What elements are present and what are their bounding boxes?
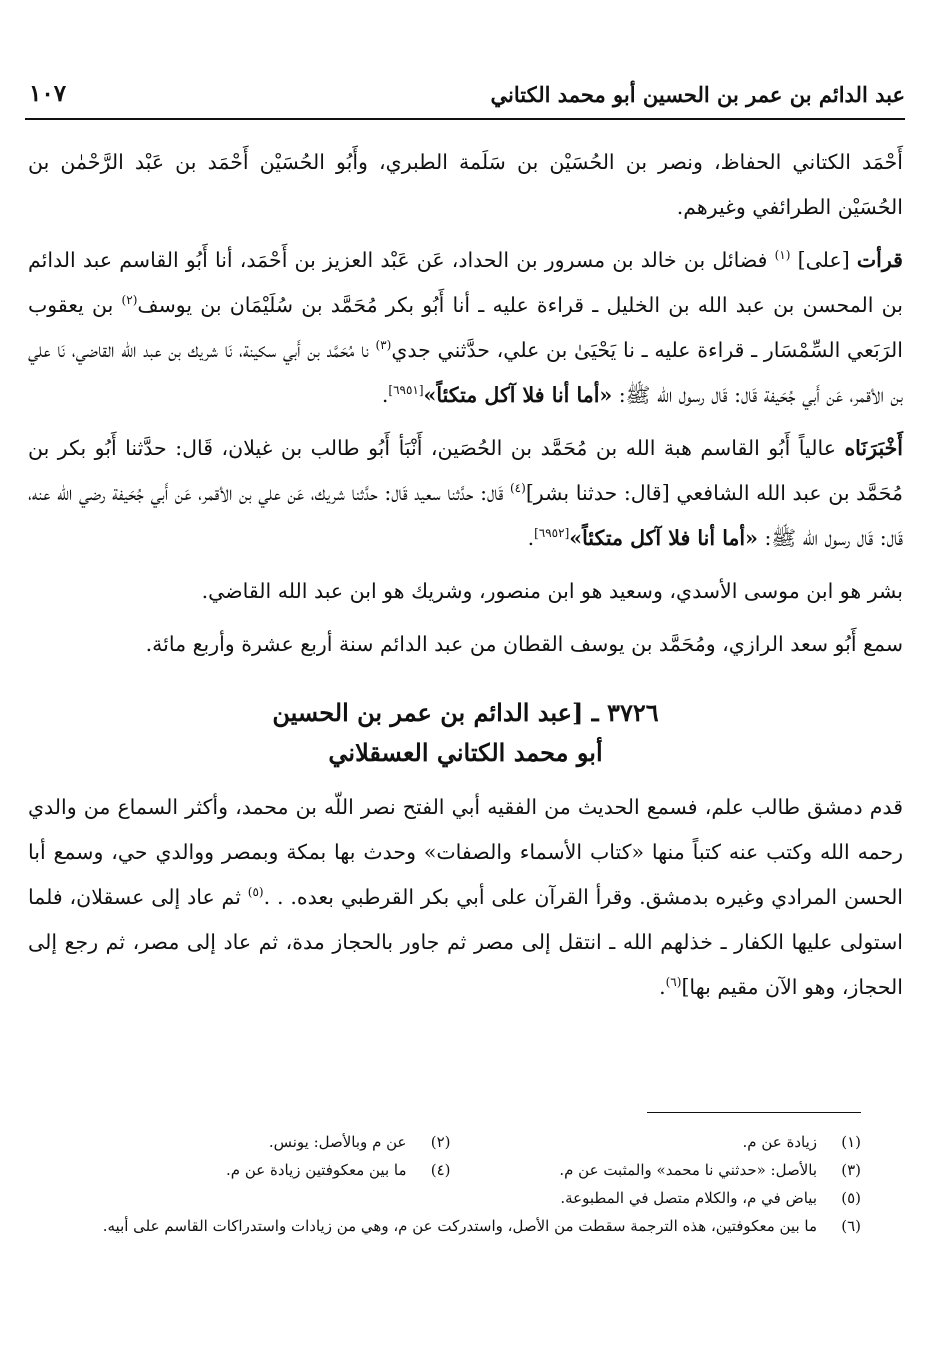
footnote-row [40,1128,861,1156]
footnote-6 [40,1212,861,1240]
footnote-text: ما بين معكوفتين، هذه الترجمة سقطت من الأصل، واستدركت عن م، وهي من زيادات واستدراكات القاسم على أبيه. [102,1217,817,1235]
end-mark: . [527,526,535,550]
footnote-number: (٢) [430,1133,451,1151]
main-text [28,140,903,1018]
footnote-ref-6: (٦) [665,975,682,990]
footnote-ref-5: (٥) [247,885,264,900]
footnote-number: (٤) [430,1161,451,1179]
isnad-text: فضائل بن خالد بن مسرور بن الحداد، عَن عَبْد العزيز بن أَحْمَد، أنا أَبُو القاسم عبد الدائم بن المحسن بن عبد الله بن الخليل ـ قراءة عليه ـ أنا أَبُو بكر مُحَمَّد بن سُلَيْمَان بن يوسف [28,248,903,317]
paragraph-2 [28,238,903,418]
biography-text: ثم عاد إلى عسقلان، فلما استولى عليها الكفار ـ خذلهم الله ـ انتقل إلى مصر ثم جاور بالحجاز مدة، ثم عاد إلى مصر، ثم رجع إلى الحجاز، وهو الآن مقيم بها] [28,885,903,999]
footnote-number: (٣) [841,1161,861,1179]
paragraph-1-text: أَحْمَد الكتاني الحفاظ، ونصر بن الحُسَيْن بن سَلَمة الطبري، وأَبُو الحُسَيْن أَحْمَد بن عَبْد الرَّحْمٰن بن الحُسَيْن الطرائفي وغيرهم. [28,150,903,219]
footnote-number: (٦) [841,1217,861,1235]
footnote-number: (١) [841,1133,861,1151]
footnote-1 [451,1128,862,1156]
footnote-text: زيادة عن م. [742,1133,817,1151]
isnad-text: عالياً أَبُو القاسم هبة الله بن مُحَمَّد بن الحُصَين، أَنْبَأ أَبُو طالب بن غيلان، قَال: حدَّثنا أَبُو بكر بن مُحَمَّد بن عبد الله الشافعي [قال: حدثنا بشر] [28,436,903,505]
lead-word: أَخْبَرَنَاه [844,436,903,460]
end-mark: . [659,975,666,999]
bracket-insert: [على] [797,248,850,272]
paragraph-4 [28,569,903,614]
hadith-text: «أما أنا فلا آكل متكئاً» [423,383,613,407]
paragraph-5 [28,622,903,667]
isnad-text: قَال: حدَّثنا سعيد قَال: حدَّثنا شريك، عَن علي بن الأقمر، عَن أَبي جُحَيفة رضي الله عنه، قَال: قَال رسول الله ﷺ: [28,481,903,550]
running-title: عبد الدائم بن عمر بن الحسين أبو محمد الكتاني [490,82,905,107]
end-mark: . [381,383,389,407]
hadith-number: [٦٩٥٢] [534,526,570,541]
footnote-ref-4: (٤) [509,481,526,496]
footnote-row [40,1156,861,1184]
paragraph-3 [28,426,903,561]
footnote-2 [40,1128,451,1156]
hadith-text: «أما أنا فلا آكل متكئاً» [569,526,758,550]
biography-text: قدم دمشق طالب علم، فسمع الحديث من الفقيه أبي الفتح نصر اللّه بن محمد، وأكثر السماع من والدي رحمه الله وكتب عنه كتباً منها «كتاب الأسماء والصفات» وحدث بها بمكة وبمصر ووالدي حي، وسمع أبا الحسن المرادي وغيره بدمشق. وقرأ القرآن على أبي بكر القرطبي بعده. . . [28,795,904,909]
isnad-text: نا مُحَمَّد بن أَبي سكينة، نَا شريك بن عبد الله القاضي، نَا علي بن الأقمر، عَن أَبي جُحَيفة قَال: قَال رسول الله ﷺ: [28,338,903,407]
paragraph-4-text: بشر هو ابن موسى الأسدي، وسعيد هو ابن منصور، وشريك هو ابن عبد الله القاضي. [201,579,903,603]
paragraph-5-text: سمع أَبُو سعد الرازي، ومُحَمَّد بن يوسف القطان من عبد الدائم سنة أربع عشرة وأربع مائة. [145,632,903,656]
footnote-text: بياض في م، والكلام متصل في المطبوعة. [560,1189,817,1207]
footnote-row [40,1184,861,1212]
footnotes [40,1128,861,1240]
footnote-ref-1: (١) [774,248,791,263]
footnote-text: ما بين معكوفتين زيادة عن م. [226,1161,407,1179]
page-number: ١٠٧ [29,80,67,107]
hadith-number: [٦٩٥١] [388,383,424,398]
header-rule [25,118,905,120]
footnote-row [40,1212,861,1240]
entry-title-line-1: ٣٧٢٦ ـ [عبد الدائم بن عمر بن الحسين [272,698,659,727]
footnote-ref-3: (٣) [375,338,392,353]
entry-title [28,693,903,773]
footnote-text: بالأصل: «حدثني نا محمد» والمثبت عن م. [559,1161,817,1179]
isnad-text: بن يعقوب الرَبَعي السِّمْسَار ـ قراءة عليه ـ نا يَحْيَىٰ بن علي، حدَّثني جدي [28,293,903,362]
footnote-rule [647,1112,861,1113]
page-header [25,78,905,116]
entry-title-line-2: أبو محمد الكتاني العسقلاني [328,738,603,767]
paragraph-1 [28,140,903,230]
lead-word: قرأت [856,248,903,272]
paragraph-6 [28,785,903,1010]
footnote-number: (٥) [841,1189,861,1207]
footnote-ref-2: (٢) [121,293,138,308]
footnote-text: عن م وبالأصل: يونس. [268,1133,407,1151]
footnote-5 [40,1184,861,1212]
footnote-3 [451,1156,862,1184]
footnote-4 [40,1156,451,1184]
